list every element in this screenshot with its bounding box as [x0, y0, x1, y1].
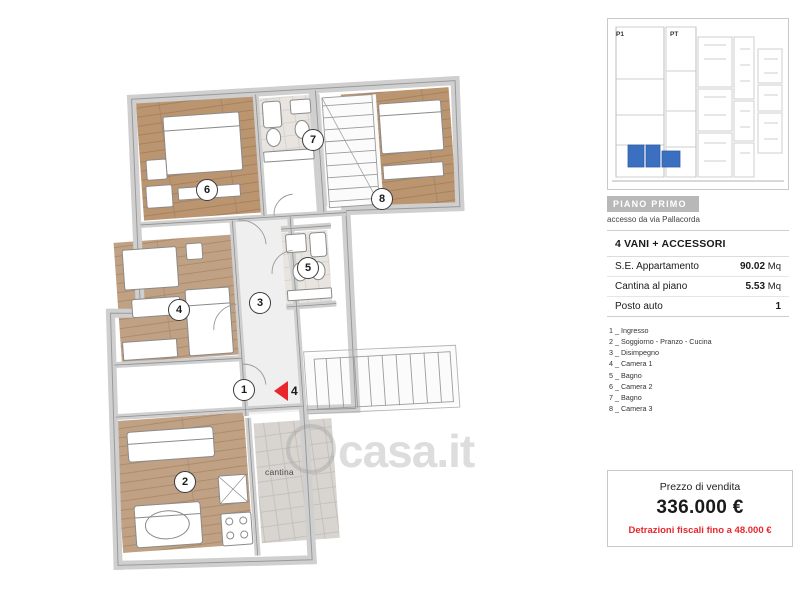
room-badge-7: 7 [302, 129, 324, 151]
arrow-icon [274, 381, 288, 401]
spec-title: 4 VANI + ACCESSORI [607, 231, 789, 257]
spec-number: 1 [775, 301, 781, 312]
spec-number: 90.02 [739, 261, 766, 272]
access-note: accesso da via Pallacorda [607, 215, 700, 224]
spec-number: 5.53 [745, 281, 766, 292]
room-badge-6: 6 [196, 179, 218, 201]
spec-label: S.E. Appartamento [615, 261, 699, 272]
spec-row-posto-auto [607, 297, 789, 317]
price-box [607, 470, 793, 547]
legend-item-8: 8 _ Camera 3 [609, 404, 653, 414]
legend-item-4: 4 _ Camera 1 [609, 359, 653, 369]
spec-row-cantina [607, 277, 789, 297]
price-label: Prezzo di vendita [659, 481, 741, 493]
spec-value [746, 281, 781, 292]
spec-unit: Mq [767, 261, 781, 272]
legend-item-2: 2 _ Soggiorno - Pranzo - Cucina [609, 337, 712, 347]
info-panel [607, 18, 789, 414]
cantina-label: cantina [265, 467, 294, 477]
price-note: Detrazioni fiscali fino a 48.000 € [628, 525, 772, 536]
room-badge-3: 3 [249, 292, 271, 314]
legend-item-5: 5 _ Bagno [609, 370, 642, 380]
room-badge-5: 5 [297, 257, 319, 279]
spec-label: Cantina al piano [615, 281, 688, 292]
locator-tag-pt: PT [670, 31, 679, 38]
watermark-circle-icon [286, 424, 336, 474]
room-badge-4: 4 [168, 299, 190, 321]
locator-drawing [608, 19, 788, 189]
spec-value [740, 261, 781, 272]
locator-tag-p1: P1 [616, 31, 624, 38]
spec-unit: Mq [767, 281, 781, 292]
legend-item-1: 1 _ Ingresso [609, 326, 649, 335]
watermark [286, 424, 474, 478]
spec-row-appartamento [607, 257, 789, 277]
floor-band: PIANO PRIMO [607, 196, 699, 212]
price-value: 336.000 € [656, 497, 744, 518]
watermark-text: casa.it [338, 425, 475, 477]
legend-item-6: 6 _ Camera 2 [609, 381, 653, 391]
room-badge-2: 2 [174, 471, 196, 493]
entrance-arrow-number: 4 [291, 384, 298, 398]
room-badge-1: 1 [233, 379, 255, 401]
room-legend [607, 325, 789, 414]
spec-value [775, 301, 781, 312]
spec-label: Posto auto [615, 301, 663, 312]
building-locator-map [607, 18, 789, 190]
entrance-arrow-marker [274, 381, 298, 401]
legend-item-7: 7 _ Bagno [609, 392, 642, 402]
spec-box [607, 230, 789, 317]
room-badge-8: 8 [371, 188, 393, 210]
legend-item-3: 3 _ Disimpegno [609, 348, 659, 358]
